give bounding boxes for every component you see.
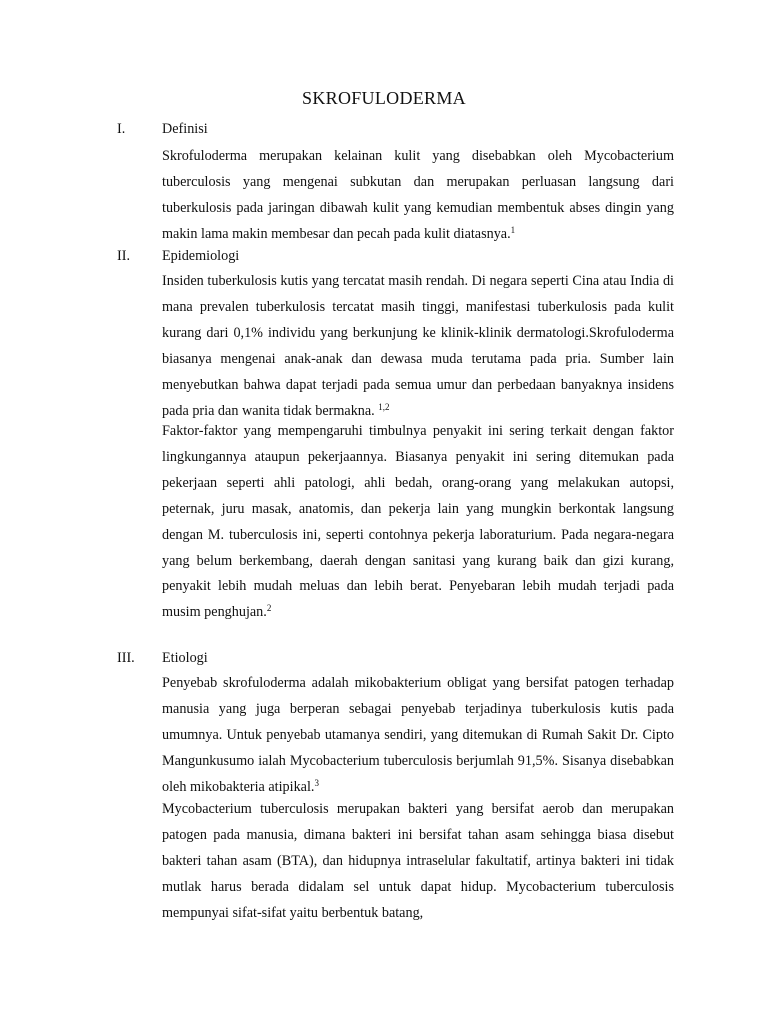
section-3-heading: Etiologi [162,650,208,666]
paragraph-text: Mycobacterium tuberculosis merupakan bakteri yang bersifat aerob dan merupakan patogen pada manusia, dimana bakteri ini bersifat tahan asam sehingga biasa disebut bakteri tahan asam (BTA), dan hidupnya intraselular fakultatif, artinya bakteri ini tidak mutlak harus berada didalam sel untuk dapat hidup. Mycobacterium tuberculosis mempunyai sifat-sifat yaitu berbentuk batang, [162,801,674,921]
section-2-heading: Epidemiologi [162,248,240,264]
reference-marker: 1,2 [378,401,390,412]
section-1-heading: Definisi [162,121,208,137]
section-2-paragraph-1 [162,269,674,424]
document-title: SKROFULODERMA [302,88,466,108]
section-1-numeral: I. [117,121,126,137]
reference-marker: 3 [314,777,319,788]
section-2-paragraph-2 [162,419,674,626]
paragraph-text: Insiden tuberkulosis kutis yang tercatat masih rendah. Di negara seperti Cina atau India di mana prevalen tuberkulosis tercatat masih tinggi, manifestasi tuberkulosis pada kulit kurang dari 0,1% individu yang berkunjung ke klinik-klinik dermatologi.Skrofuloderma biasanya mengenai anak-anak dan dewasa muda terutama pada pria. Sumber lain menyebutkan bahwa dapat terjadi pada semua umur dan perbedaan banyaknya insidens pada pria dan wanita tidak bermakna. [162,273,674,419]
section-3-paragraph-2 [162,797,674,927]
paragraph-text: Skrofuloderma merupakan kelainan kulit yang disebabkan oleh Mycobacterium tuberculosis yang mengenai subkutan dan merupakan perluasan langsung dari tuberkulosis pada jaringan dibawah kulit yang kemudian membentuk abses dingin yang makin lama makin membesar dan pecah pada kulit diatasnya. [162,148,674,242]
paragraph-text: Faktor-faktor yang mempengaruhi timbulnya penyakit ini sering terkait dengan faktor lingkungannya ataupun pekerjaannya. Biasanya penyakit ini sering ditemukan pada pekerjaan seperti ahli patologi, ahli bedah, orang-orang yang melakukan autopsi, peternak, juru masak, anatomis, dan pekerja lain yang mungkin berkontak langsung dengan M. tuberculosis ini, seperti contohnya pekerja laboraturium. Pada negara-negara yang belum berkembang, daerah dengan sanitasi yang kurang baik dan gizi kurang, penyakit lebih mudah meluas dan lebih berat. Penyebaran lebih mudah terjadi pada musim penghujan. [162,423,674,621]
section-3-numeral: III. [117,650,135,666]
reference-marker: 2 [266,603,272,614]
section-2-numeral: II. [117,248,130,264]
reference-marker: 1 [510,224,516,235]
section-3-paragraph-1 [162,671,674,801]
paragraph-text: Penyebab skrofuloderma adalah mikobakterium obligat yang bersifat patogen terhadap manusia yang juga berperan sebagai penyebab terjadinya tuberkulosis kutis pada umumnya. Untuk penyebab utamanya sendiri, yang ditemukan di Rumah Sakit Dr. Cipto Mangunkusumo ialah Mycobacterium tuberculosis berjumlah 91,5%. Sisanya disebabkan oleh mikobakteria atipikal. [162,675,674,795]
section-1-paragraph-1 [162,144,674,248]
